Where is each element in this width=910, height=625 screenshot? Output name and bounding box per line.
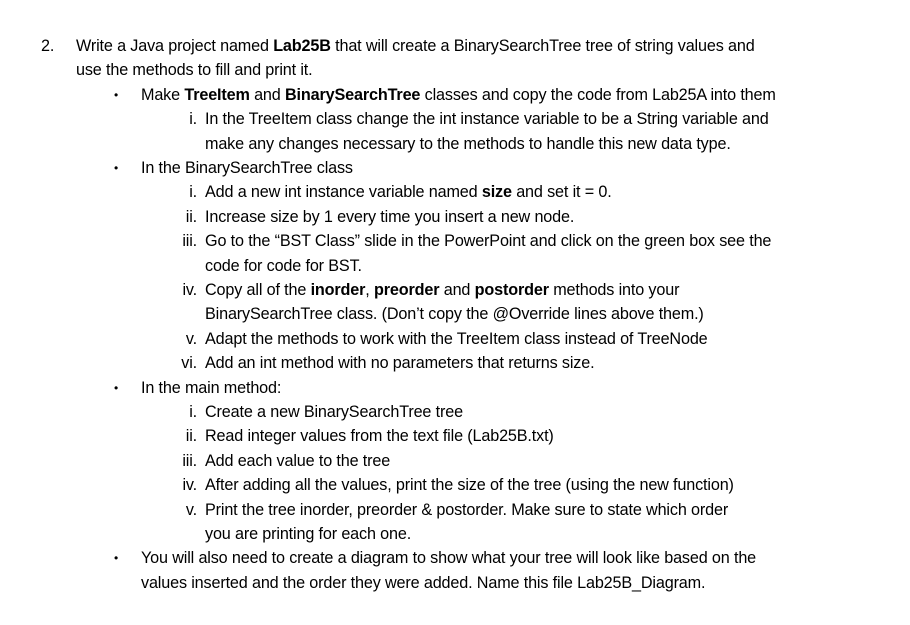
step-numeral: ii.: [185, 207, 197, 226]
item-number: 2.: [41, 37, 55, 55]
text-run: and set it = 0.: [511, 183, 612, 202]
step-line: [205, 107, 769, 131]
bold-term: inorder: [310, 281, 366, 299]
text-run: After adding all the values, print the size of the tree (using the new function): [205, 476, 734, 495]
text-run: classes and copy the code from Lab25A into them: [420, 85, 776, 104]
text-run: Print the tree inorder, preorder & postorder. Make sure to state which order: [205, 500, 729, 519]
intro-line: [76, 58, 313, 82]
bold-term: size: [481, 183, 512, 202]
step-line: [205, 449, 390, 473]
text-run: Add a new int instance variable named: [205, 183, 482, 202]
step-line: [205, 205, 574, 229]
step-line: [205, 327, 708, 351]
bullet-line: [141, 571, 705, 595]
text-run: values inserted and the order they were added. Name this file Lab25B_Diagram.: [141, 573, 706, 592]
text-run: BinarySearchTree class. (Don’t copy the @Override lines above them.): [205, 305, 704, 324]
step-numeral: v.: [185, 329, 197, 348]
text-run: make any changes necessary to the methods to handle this new data type.: [205, 134, 731, 153]
step-numeral: i.: [189, 183, 197, 202]
text-run: Copy all of the: [205, 281, 311, 299]
bullet-icon: •: [114, 87, 119, 102]
step-line: [205, 180, 612, 204]
step-numeral: v.: [185, 500, 197, 519]
step-numeral: vi.: [181, 354, 197, 373]
text-run: methods into your: [548, 281, 680, 299]
step-line: [205, 400, 463, 424]
step-line: [205, 473, 734, 497]
text-run: Adapt the methods to work with the TreeItem class instead of TreeNode: [205, 329, 708, 348]
text-run: Write a Java project named: [76, 37, 274, 55]
bullet-line: [141, 546, 756, 570]
text-run: Add an int method with no parameters that returns size.: [205, 354, 595, 373]
text-run: You will also need to create a diagram to show what your tree will look like based on the: [141, 549, 757, 568]
step-line: [205, 278, 679, 302]
bullet-icon: •: [114, 551, 119, 566]
text-run: and: [439, 281, 475, 299]
text-run: Add each value to the tree: [205, 451, 391, 470]
step-numeral: iii.: [182, 451, 197, 470]
step-numeral: ii.: [185, 427, 197, 446]
intro-line: [76, 34, 755, 58]
step-numeral: i.: [189, 403, 197, 421]
bullet-line: [141, 83, 776, 107]
text-run: ,: [365, 281, 374, 299]
step-numeral: iv.: [182, 476, 197, 495]
text-run: you are printing for each one.: [205, 525, 412, 543]
step-line: [205, 522, 411, 546]
text-run: Read integer values from the text file (Lab25B.txt): [205, 427, 554, 446]
text-run: Go to the “BST Class” slide in the PowerPoint and click on the green box see the: [205, 232, 772, 251]
text-run: In the TreeItem class change the int instance variable to be a String variable and: [205, 110, 769, 129]
step-numeral: i.: [189, 110, 197, 129]
step-line: [205, 498, 728, 522]
bold-term: BinarySearchTree: [285, 85, 421, 104]
step-line: [205, 132, 731, 156]
text-run: Increase size by 1 every time you insert a new node.: [205, 207, 575, 226]
bullet-icon: •: [114, 161, 119, 175]
text-run: and: [249, 85, 285, 104]
text-run: In the main method:: [141, 378, 282, 397]
text-run: that will create a BinarySearchTree tree of string values and: [330, 37, 755, 55]
text-run: use the methods to fill and print it.: [76, 61, 313, 80]
step-line: [205, 302, 704, 326]
step-line: [205, 424, 554, 448]
text-run: In the BinarySearchTree class: [141, 159, 353, 177]
step-line: [205, 229, 771, 253]
text-run: Create a new BinarySearchTree tree: [205, 403, 463, 421]
step-numeral: iii.: [182, 232, 197, 251]
step-line: [205, 254, 362, 278]
bullet-line: [141, 376, 281, 400]
bullet-line: [141, 156, 353, 180]
bold-term: preorder: [374, 281, 440, 299]
bullet-icon: •: [114, 380, 119, 395]
text-run: code for code for BST.: [205, 256, 362, 275]
bold-term: postorder: [474, 281, 549, 299]
step-line: [205, 351, 594, 375]
step-numeral: iv.: [182, 281, 197, 299]
text-run: Make: [141, 85, 185, 104]
bold-term: Lab25B: [273, 37, 331, 55]
bold-term: TreeItem: [184, 85, 250, 104]
